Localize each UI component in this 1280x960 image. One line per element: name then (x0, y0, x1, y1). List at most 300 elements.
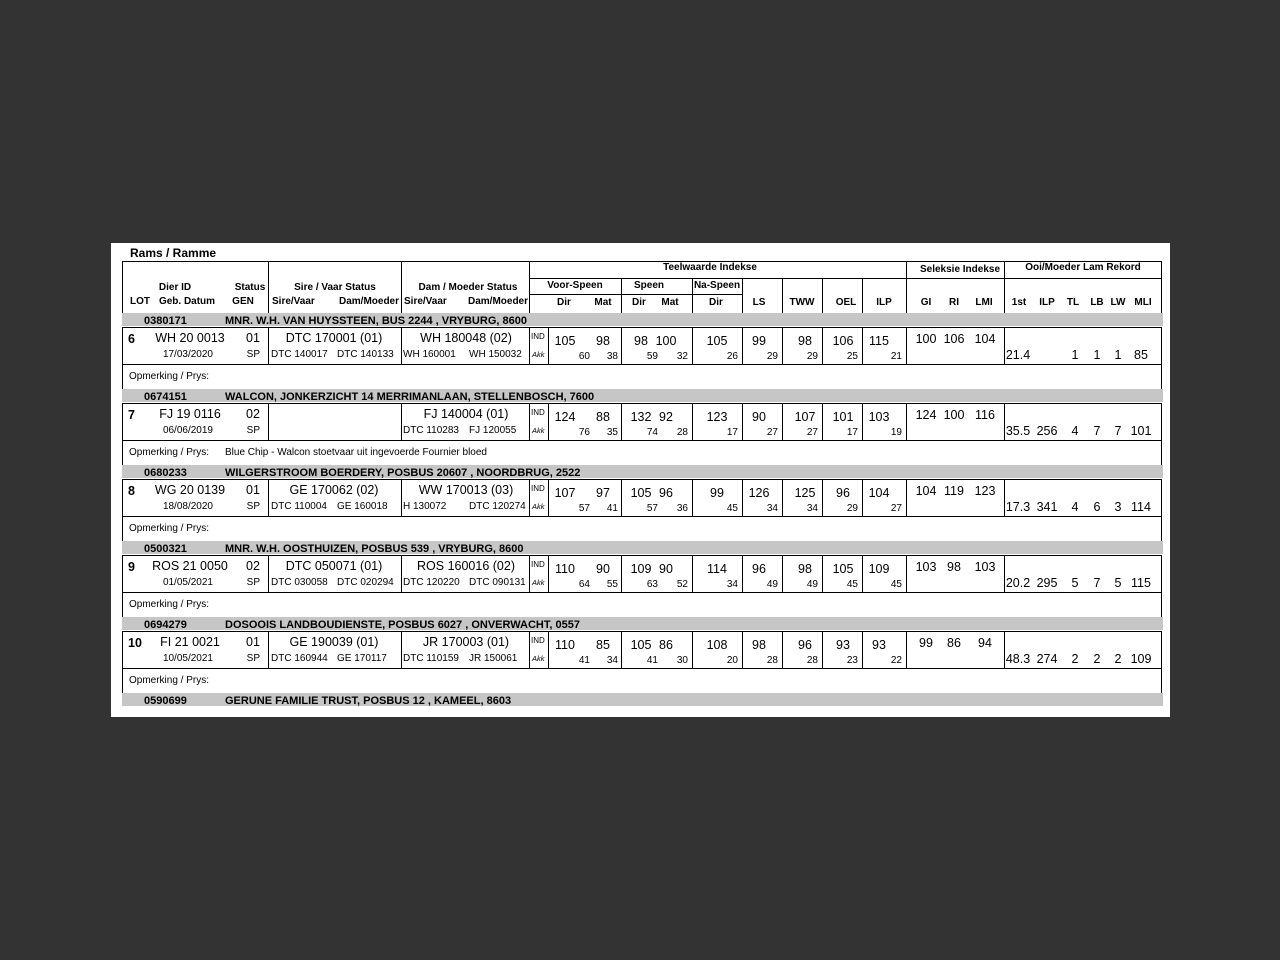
akk-value: 23 (846, 655, 858, 666)
row-left-rule (122, 479, 123, 541)
breeder-code: 0680233 (144, 467, 187, 479)
ind-value: 90 (596, 562, 610, 576)
birth-date: 18/08/2020 (162, 501, 213, 512)
dam-sire: DTC 110283 (403, 425, 459, 436)
ind-value: 85 (596, 638, 610, 652)
rekord-value: 4 (1071, 424, 1079, 438)
lot-number: 8 (128, 484, 135, 498)
akk-value: 49 (806, 579, 818, 590)
column-rule (692, 278, 693, 313)
column-rule (862, 327, 863, 364)
ind-value: 98 (634, 334, 648, 348)
header-teelwaarde: Teelwaarde Indekse (663, 262, 757, 273)
akk-value: 27 (806, 427, 818, 438)
ind-value: 109 (868, 562, 890, 576)
sire-dam: GE 170117 (337, 653, 387, 664)
akk-label: Akk (532, 426, 545, 435)
header-dam-sire-vaar: Sire/Vaar (404, 296, 447, 307)
header-ls: LS (752, 297, 766, 308)
rekord-value: 4 (1071, 500, 1079, 514)
column-rule (906, 479, 907, 516)
rekord-value: 35.5 (1005, 424, 1031, 438)
akk-value: 41 (606, 503, 618, 514)
header-ri: RI (949, 297, 959, 308)
header-na-dir: Dir (709, 297, 723, 308)
column-rule (692, 555, 693, 592)
status-code: 01 (246, 635, 260, 649)
seleksie-value: 116 (975, 408, 995, 422)
column-rule (621, 403, 622, 440)
ind-value: 115 (869, 334, 889, 348)
column-rule (548, 479, 549, 516)
rekord-value: 7 (1093, 424, 1101, 438)
column-rule (401, 261, 402, 313)
column-rule (782, 479, 783, 516)
remark-label: Opmerking / Prys: (129, 371, 210, 382)
ind-value: 105 (630, 486, 652, 500)
period-sub-rule (529, 294, 742, 295)
ind-value: 109 (630, 562, 652, 576)
akk-label: Akk (532, 654, 545, 663)
row-right-rule (1161, 403, 1162, 465)
remark-label: Opmerking / Prys: (129, 447, 210, 458)
header-dam-dam-moeder: Dam/Moeder (468, 296, 529, 307)
row-top-rule (122, 631, 1161, 632)
column-rule (621, 631, 622, 668)
column-rule (548, 631, 549, 668)
seleksie-value: 100 (915, 332, 937, 346)
row-top-rule (122, 555, 1161, 556)
header-lw: LW (1110, 297, 1126, 308)
rekord-value: 6 (1093, 500, 1101, 514)
akk-value: 28 (766, 655, 778, 666)
akk-value: 34 (726, 579, 738, 590)
sire-status: GE 190039 (01) (289, 635, 379, 649)
column-rule (742, 479, 743, 516)
ind-value: 110 (555, 638, 575, 652)
ind-value: 105 (706, 334, 728, 348)
row-right-rule (1161, 479, 1162, 541)
dam-status: WW 170013 (03) (418, 483, 514, 497)
header-top-rule (122, 261, 1161, 262)
rekord-value: 2 (1114, 652, 1122, 666)
sire-sire: DTC 110004 (271, 501, 327, 512)
row-right-rule (1161, 555, 1162, 617)
rekord-value: 48.3 (1005, 652, 1031, 666)
column-rule (862, 631, 863, 668)
column-rule (906, 555, 907, 592)
column-rule (401, 479, 402, 516)
header-voor-mat: Mat (594, 297, 612, 308)
sire-status: GE 170062 (02) (289, 483, 379, 497)
rekord-value: 109 (1130, 652, 1152, 666)
akk-value: 41 (578, 655, 590, 666)
rekord-value: 7 (1093, 576, 1101, 590)
row-bottom-rule (122, 592, 1161, 593)
remark-label: Opmerking / Prys: (129, 599, 210, 610)
status-code: 01 (246, 331, 260, 345)
dam-sire: WH 160001 (403, 349, 456, 360)
ind-value: 114 (707, 562, 727, 576)
column-rule (529, 327, 530, 364)
ind-value: 124 (554, 410, 576, 424)
breeder-code: 0500321 (144, 543, 187, 555)
column-rule (548, 327, 549, 364)
akk-value: 55 (606, 579, 618, 590)
ind-value: 97 (596, 486, 610, 500)
birth-date: 10/05/2021 (162, 653, 213, 664)
akk-value: 29 (806, 351, 818, 362)
rekord-sub-rule (1004, 278, 1161, 279)
akk-value: 57 (646, 503, 658, 514)
column-rule (782, 555, 783, 592)
column-rule (822, 631, 823, 668)
seleksie-value: 99 (919, 636, 933, 650)
akk-value: 17 (726, 427, 738, 438)
seleksie-value: 119 (944, 484, 964, 498)
header-seleksie: Seleksie Indekse (919, 264, 1001, 275)
column-rule (401, 631, 402, 668)
seleksie-value: 100 (943, 408, 965, 422)
row-top-rule (122, 479, 1161, 480)
column-rule (822, 327, 823, 364)
ind-label: IND (531, 560, 545, 569)
header-oel: OEL (835, 297, 857, 308)
column-rule (862, 403, 863, 440)
header-speen-mat: Mat (661, 297, 679, 308)
akk-value: 29 (846, 503, 858, 514)
sire-sire: DTC 140017 (271, 349, 328, 360)
akk-value: 20 (726, 655, 738, 666)
ind-value: 96 (659, 486, 673, 500)
header-sire-vaar: Sire/Vaar (272, 296, 315, 307)
breeder-code: 0674151 (144, 391, 187, 403)
teelwaarde-sub-rule (529, 278, 906, 279)
akk-value: 45 (726, 503, 738, 514)
rekord-value: 5 (1071, 576, 1079, 590)
sire-sire: DTC 160944 (271, 653, 328, 664)
sire-dam: DTC 140133 (337, 349, 394, 360)
akk-value: 36 (676, 503, 688, 514)
sire-status: DTC 050071 (01) (285, 559, 383, 573)
header-dam-status: Dam / Moeder Status (418, 282, 518, 293)
ind-value: 90 (659, 562, 673, 576)
header-tl: TL (1066, 297, 1080, 308)
column-rule (906, 631, 907, 668)
rekord-value: 1 (1114, 348, 1122, 362)
akk-value: 34 (606, 655, 618, 666)
birth-date: 06/06/2019 (162, 425, 213, 436)
column-rule (401, 327, 402, 364)
ind-value: 110 (555, 562, 575, 576)
ind-value: 88 (596, 410, 610, 424)
seleksie-value: 106 (943, 332, 965, 346)
dier-id: WH 20 0013 (155, 331, 225, 345)
column-rule (692, 479, 693, 516)
lot-number: 9 (128, 560, 135, 574)
status-code: 02 (246, 407, 260, 421)
seleksie-value: 104 (915, 484, 937, 498)
rekord-value: 7 (1114, 424, 1122, 438)
row-left-rule (122, 403, 123, 465)
rekord-value: 20.2 (1005, 576, 1031, 590)
row-left-rule (122, 631, 123, 693)
sire-dam: DTC 020294 (337, 577, 394, 588)
header-sire-dam-moeder: Dam/Moeder (339, 296, 400, 307)
rekord-value: 21.4 (1005, 348, 1031, 362)
akk-value: 17 (846, 427, 858, 438)
birth-date: 01/05/2021 (162, 577, 213, 588)
akk-value: 64 (578, 579, 590, 590)
ind-value: 126 (748, 486, 770, 500)
akk-value: 76 (578, 427, 590, 438)
dam-dam: DTC 120274 (469, 501, 526, 512)
catalog-sheet (111, 243, 1170, 717)
ind-value: 92 (659, 410, 673, 424)
row-left-rule (122, 327, 123, 389)
dam-dam: DTC 090131 (469, 577, 526, 588)
rekord-value: 3 (1114, 500, 1122, 514)
akk-value: 32 (676, 351, 688, 362)
rekord-value: 115 (1131, 576, 1151, 590)
seleksie-sub-rule (906, 278, 1004, 279)
column-rule (692, 403, 693, 440)
column-rule (822, 479, 823, 516)
header-rek-ilp: ILP (1039, 297, 1055, 308)
akk-value: 52 (676, 579, 688, 590)
row-bottom-rule (122, 364, 1161, 365)
header-tww: TWW (789, 297, 815, 308)
column-rule (268, 327, 269, 364)
rekord-value: 17.3 (1005, 500, 1031, 514)
header-voor-speen: Voor-Speen (547, 280, 603, 291)
header-speen: Speen (633, 280, 665, 291)
ind-value: 99 (752, 334, 766, 348)
column-rule (742, 403, 743, 440)
sire-dam: GE 160018 (337, 501, 388, 512)
column-rule (692, 327, 693, 364)
seleksie-value: 86 (947, 636, 961, 650)
seleksie-value: 103 (915, 560, 937, 574)
breeder-name: WALCON, JONKERZICHT 14 MERRIMANLAAN, STELLENBOSCH, 7600 (225, 391, 595, 403)
dam-sire: DTC 110159 (403, 653, 459, 664)
ind-value: 93 (836, 638, 850, 652)
dam-dam: JR 150061 (469, 653, 518, 664)
column-rule (268, 261, 269, 313)
akk-value: 49 (766, 579, 778, 590)
dam-sire: DTC 120220 (403, 577, 460, 588)
row-right-rule (1161, 327, 1162, 389)
header-speen-dir: Dir (632, 297, 646, 308)
column-rule (692, 631, 693, 668)
dam-dam: WH 150032 (469, 349, 522, 360)
dier-id: FI 21 0021 (160, 635, 220, 649)
breeder-name: MNR. W.H. OOSTHUIZEN, POSBUS 539 , VRYBURG, 8600 (225, 543, 524, 555)
ind-value: 105 (832, 562, 854, 576)
gen-code: SP (246, 425, 260, 436)
rekord-value: 274 (1036, 652, 1058, 666)
seleksie-value: 94 (978, 636, 992, 650)
ind-label: IND (531, 484, 545, 493)
birth-date: 17/03/2020 (162, 349, 213, 360)
column-rule (782, 403, 783, 440)
ind-value: 96 (836, 486, 850, 500)
header-lb: LB (1090, 297, 1104, 308)
rekord-value: 295 (1036, 576, 1058, 590)
ind-value: 86 (659, 638, 673, 652)
akk-value: 45 (890, 579, 902, 590)
column-rule (401, 403, 402, 440)
akk-value: 25 (846, 351, 858, 362)
rekord-value: 85 (1134, 348, 1148, 362)
gen-code: SP (246, 349, 260, 360)
column-rule (548, 403, 549, 440)
ind-value: 101 (832, 410, 854, 424)
column-rule (529, 479, 530, 516)
column-rule (862, 555, 863, 592)
seleksie-value: 98 (947, 560, 961, 574)
row-left-rule (122, 555, 123, 617)
breeder-code: 0380171 (144, 315, 187, 327)
column-rule (862, 278, 863, 313)
lot-number: 6 (128, 332, 135, 346)
seleksie-value: 103 (974, 560, 996, 574)
akk-value: 45 (846, 579, 858, 590)
dier-id: WG 20 0139 (154, 483, 226, 497)
column-rule (548, 555, 549, 592)
akk-label: Akk (532, 578, 545, 587)
ind-value: 132 (630, 410, 652, 424)
rekord-value: 1 (1071, 348, 1079, 362)
ind-value: 105 (630, 638, 652, 652)
column-rule (822, 555, 823, 592)
akk-value: 34 (766, 503, 778, 514)
akk-value: 29 (766, 351, 778, 362)
column-rule (822, 403, 823, 440)
breeder-name: MNR. W.H. VAN HUYSSTEEN, BUS 2244 , VRYBURG, 8600 (225, 315, 527, 327)
gen-code: SP (246, 577, 260, 588)
dam-status: WH 180048 (02) (420, 331, 512, 345)
column-rule (782, 327, 783, 364)
header-ilp: ILP (876, 297, 892, 308)
gen-code: SP (246, 501, 260, 512)
lot-number: 10 (128, 636, 142, 650)
header-geb-datum: Geb. Datum (158, 296, 216, 307)
akk-value: 19 (890, 427, 902, 438)
rekord-value: 2 (1093, 652, 1101, 666)
rekord-value: 256 (1036, 424, 1058, 438)
column-rule (1004, 261, 1005, 313)
row-bottom-rule (122, 668, 1161, 669)
column-rule (906, 261, 907, 313)
akk-value: 60 (578, 351, 590, 362)
column-rule (401, 555, 402, 592)
akk-value: 26 (726, 351, 738, 362)
header-lmi: LMI (975, 297, 993, 308)
dier-id: ROS 21 0050 (152, 559, 228, 573)
akk-value: 41 (646, 655, 658, 666)
rekord-value: 114 (1131, 500, 1151, 514)
breeder-name: GERUNE FAMILIE TRUST, POSBUS 12 , KAMEEL, 8603 (225, 695, 512, 707)
ind-value: 125 (794, 486, 816, 500)
rekord-value: 5 (1114, 576, 1122, 590)
column-rule (822, 278, 823, 313)
header-status: Status (234, 282, 266, 293)
header-sire-status: Sire / Vaar Status (294, 282, 376, 293)
column-rule (782, 631, 783, 668)
seleksie-value: 104 (974, 332, 996, 346)
sire-status: DTC 170001 (01) (285, 331, 383, 345)
ind-value: 90 (752, 410, 766, 424)
akk-value: 38 (606, 351, 618, 362)
dam-status: ROS 160016 (02) (417, 559, 515, 573)
dier-id: FJ 19 0116 (159, 407, 221, 421)
breeder-code: 0694279 (144, 619, 187, 631)
akk-label: Akk (532, 350, 545, 359)
dam-status: JR 170003 (01) (422, 635, 510, 649)
column-rule (268, 403, 269, 440)
row-bottom-rule (122, 440, 1161, 441)
ind-value: 106 (832, 334, 854, 348)
header-voor-dir: Dir (557, 297, 571, 308)
akk-label: Akk (532, 502, 545, 511)
page-title: Rams / Ramme (130, 246, 217, 260)
column-rule (862, 479, 863, 516)
akk-value: 74 (646, 427, 658, 438)
seleksie-value: 123 (974, 484, 996, 498)
column-rule (742, 631, 743, 668)
header-mli: MLI (1134, 297, 1152, 308)
remark-text: Blue Chip - Walcon stoetvaar uit ingevoerde Fournier bloed (225, 447, 487, 458)
ind-value: 96 (752, 562, 766, 576)
column-rule (268, 479, 269, 516)
ind-value: 107 (794, 410, 816, 424)
column-rule (782, 278, 783, 313)
breeder-name: WILGERSTROOM BOERDERY, POSBUS 20607 , NOORDBRUG, 2522 (225, 467, 581, 479)
akk-value: 30 (676, 655, 688, 666)
ind-label: IND (531, 636, 545, 645)
row-top-rule (122, 403, 1161, 404)
status-code: 01 (246, 483, 260, 497)
akk-value: 35 (606, 427, 618, 438)
breeder-name: DOSOOIS LANDBOUDIENSTE, POSBUS 6027 , ONVERWACHT, 0557 (225, 619, 580, 631)
sire-sire: DTC 030058 (271, 577, 328, 588)
ind-value: 100 (655, 334, 677, 348)
akk-value: 28 (806, 655, 818, 666)
breeder-code: 0590699 (144, 695, 187, 707)
status-code: 02 (246, 559, 260, 573)
column-rule (906, 403, 907, 440)
header-lot: LOT (130, 296, 150, 307)
column-rule (268, 631, 269, 668)
header-gi: GI (920, 297, 932, 308)
ind-value: 107 (554, 486, 576, 500)
column-rule (742, 278, 743, 313)
dam-status: FJ 140004 (01) (423, 407, 509, 421)
column-rule (529, 555, 530, 592)
ind-label: IND (531, 332, 545, 341)
akk-value: 28 (676, 427, 688, 438)
column-rule (268, 555, 269, 592)
column-rule (621, 555, 622, 592)
rekord-value: 1 (1093, 348, 1101, 362)
akk-value: 27 (766, 427, 778, 438)
header-ooi-moeder: Ooi/Moeder Lam Rekord (1025, 262, 1141, 273)
akk-value: 22 (890, 655, 902, 666)
remark-label: Opmerking / Prys: (129, 523, 210, 534)
rekord-value: 2 (1071, 652, 1079, 666)
row-bottom-rule (122, 516, 1161, 517)
